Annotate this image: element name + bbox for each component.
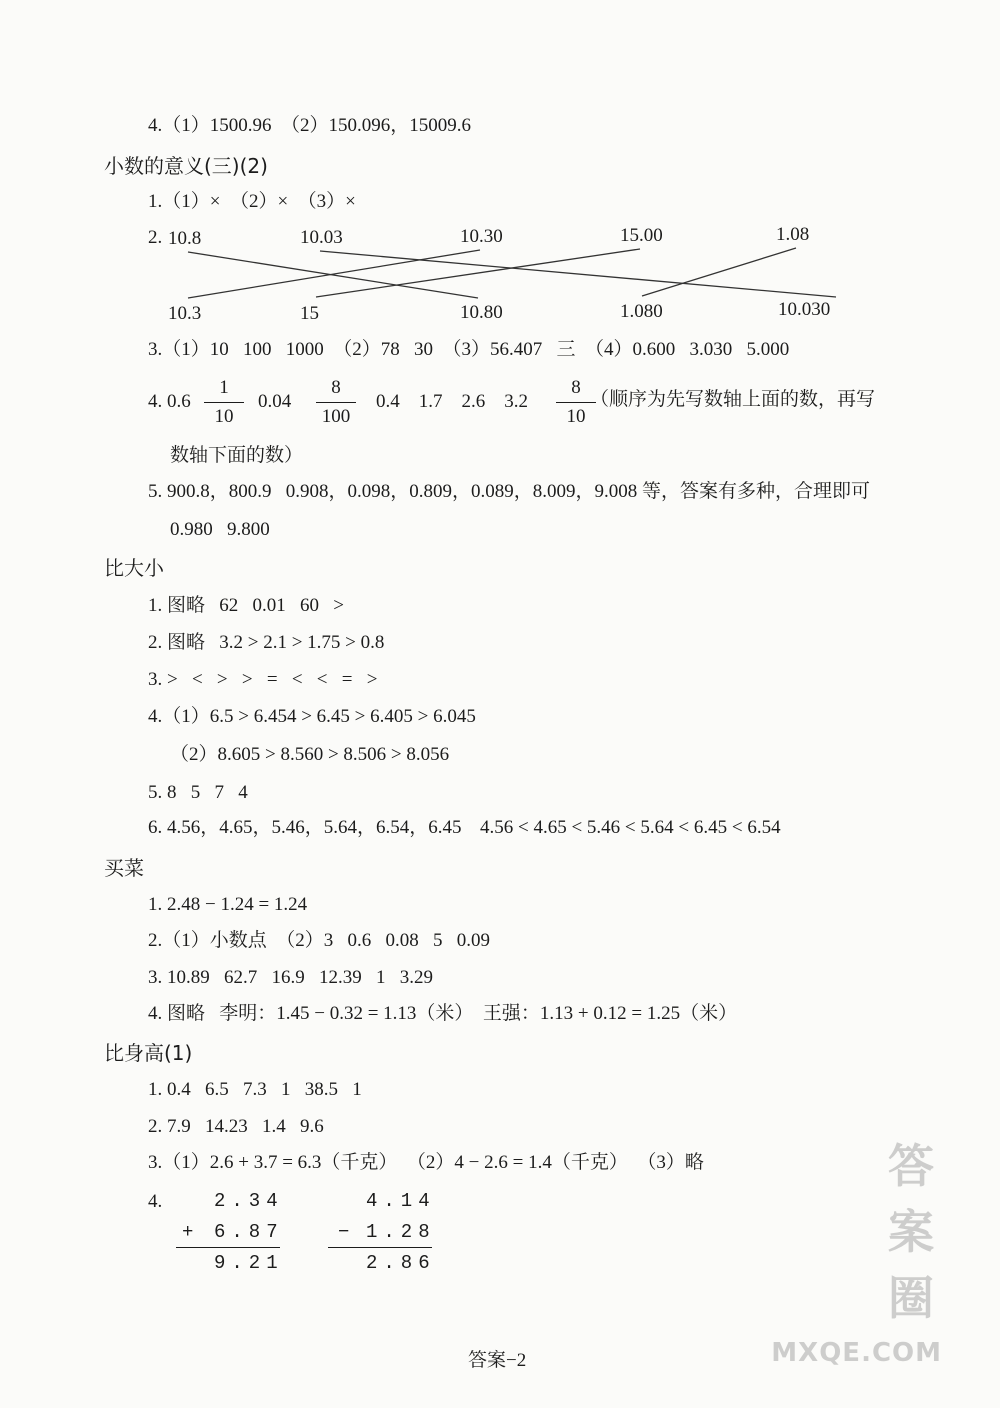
match-line — [316, 249, 640, 297]
page-footer: 答案−2 — [468, 1350, 527, 1371]
addition-top: 2.34 — [214, 1190, 284, 1212]
answer-line: 5. 900.8，800.9 0.908，0.098，0.809，0.089，8.009，9.008 等，答案有多种，合理即可 — [148, 481, 871, 502]
match-bottom-item: 10.3 — [168, 303, 202, 324]
answer-line: 2. 7.9 14.23 1.4 9.6 — [148, 1116, 324, 1137]
watermark-logo-text: 答案圈 — [888, 1139, 936, 1325]
answer-line: 4.（1）6.5 > 6.454 > 6.45 > 6.405 > 6.045 — [148, 706, 476, 727]
answer-line: 3. > < > > = < < = > — [148, 669, 378, 690]
answer-line: （2）8.605 > 8.560 > 8.506 > 8.056 — [170, 744, 450, 765]
answer-line: 1. 2.48 − 1.24 = 1.24 — [148, 894, 308, 915]
answer-line: 1. 图略 62 0.01 60 > — [148, 595, 344, 616]
subtraction-second: 1.28 — [366, 1221, 436, 1243]
answer-line: 4. 图略 李明：1.45 − 0.32 = 1.13（米） 王强：1.13 + 0.12 = 1.25（米） — [148, 1003, 738, 1024]
section-heading: 比身高(1) — [104, 1041, 193, 1065]
answer-line: 5. 8 5 7 4 — [148, 782, 248, 803]
fraction — [316, 378, 356, 426]
subtraction-operator: − — [338, 1221, 356, 1243]
answer-line: 6. 4.56，4.65，5.46，5.64，6.54，6.45 — [148, 817, 462, 838]
addition-result: 9.21 — [214, 1252, 284, 1274]
answer-line: 1. 0.4 6.5 7.3 1 38.5 1 — [148, 1079, 362, 1100]
fraction-denominator: 10 — [214, 406, 234, 427]
match-top-item: 15.00 — [620, 225, 663, 246]
fraction-bar — [204, 402, 244, 403]
fraction-numerator: 8 — [331, 377, 341, 398]
fraction — [204, 378, 244, 426]
match-bottom-item: 15 — [300, 303, 319, 324]
answer-line: 4.56 < 4.65 < 5.46 < 5.64 < 6.45 < 6.54 — [480, 817, 781, 838]
answer-note: 数轴下面的数） — [170, 445, 304, 466]
section-heading: 买菜 — [104, 856, 144, 880]
subtraction-result: 2.86 — [366, 1252, 436, 1274]
watermark-site-text: MXQE.COM — [771, 1338, 942, 1368]
addition-rule — [176, 1247, 280, 1248]
match-top-item: 10.30 — [460, 226, 503, 247]
answer-line: 0.4 1.7 2.6 3.2 — [376, 391, 528, 412]
addition-second: 6.87 — [214, 1221, 284, 1243]
answer-line: 3.（1）10 100 1000 （2）78 30 （3）56.407 三 （4）0.600 3.030 5.000 — [148, 339, 790, 360]
answer-note: （顺序为先写数轴上面的数，再写 — [590, 389, 876, 410]
match-top-item: 1.08 — [776, 224, 810, 245]
subtraction-rule — [328, 1247, 432, 1248]
answer-line: 4.（1）1500.96 （2）150.096，15009.6 — [148, 115, 472, 136]
answer-line: 3. 10.89 62.7 16.9 12.39 1 3.29 — [148, 967, 433, 988]
fraction-bar — [316, 402, 356, 403]
answer-line: 3.（1）2.6 + 3.7 = 6.3（千克） （2）4 − 2.6 = 1.4（千克） （3）略 — [148, 1152, 704, 1173]
match-bottom-item: 10.030 — [778, 299, 831, 320]
answer-number: 4. — [148, 1191, 163, 1212]
match-top-item: 10.8 — [168, 228, 202, 249]
section-heading: 比大小 — [104, 556, 164, 580]
addition-operator: + — [182, 1221, 200, 1243]
match-line — [642, 248, 796, 296]
section-heading: 小数的意义(三)(2) — [104, 154, 268, 178]
subtraction-top: 4.14 — [366, 1190, 436, 1212]
match-bottom-item: 1.080 — [620, 301, 663, 322]
answer-line: 4. 0.6 — [148, 391, 191, 412]
fraction-denominator: 10 — [566, 406, 586, 427]
fraction-numerator: 1 — [219, 377, 229, 398]
answer-line: 2. 图略 3.2 > 2.1 > 1.75 > 0.8 — [148, 632, 385, 653]
answer-number: 2. — [148, 227, 163, 248]
answer-line: 1.（1）× （2）× （3）× — [148, 191, 356, 212]
match-top-item: 10.03 — [300, 227, 343, 248]
match-bottom-item: 10.80 — [460, 302, 503, 323]
answer-line: 0.04 — [258, 391, 292, 412]
fraction-denominator: 100 — [321, 406, 351, 427]
answer-line: 0.980 9.800 — [170, 519, 270, 540]
answer-line: 2.（1）小数点 （2）3 0.6 0.08 5 0.09 — [148, 930, 491, 951]
fraction-numerator: 8 — [571, 377, 581, 398]
